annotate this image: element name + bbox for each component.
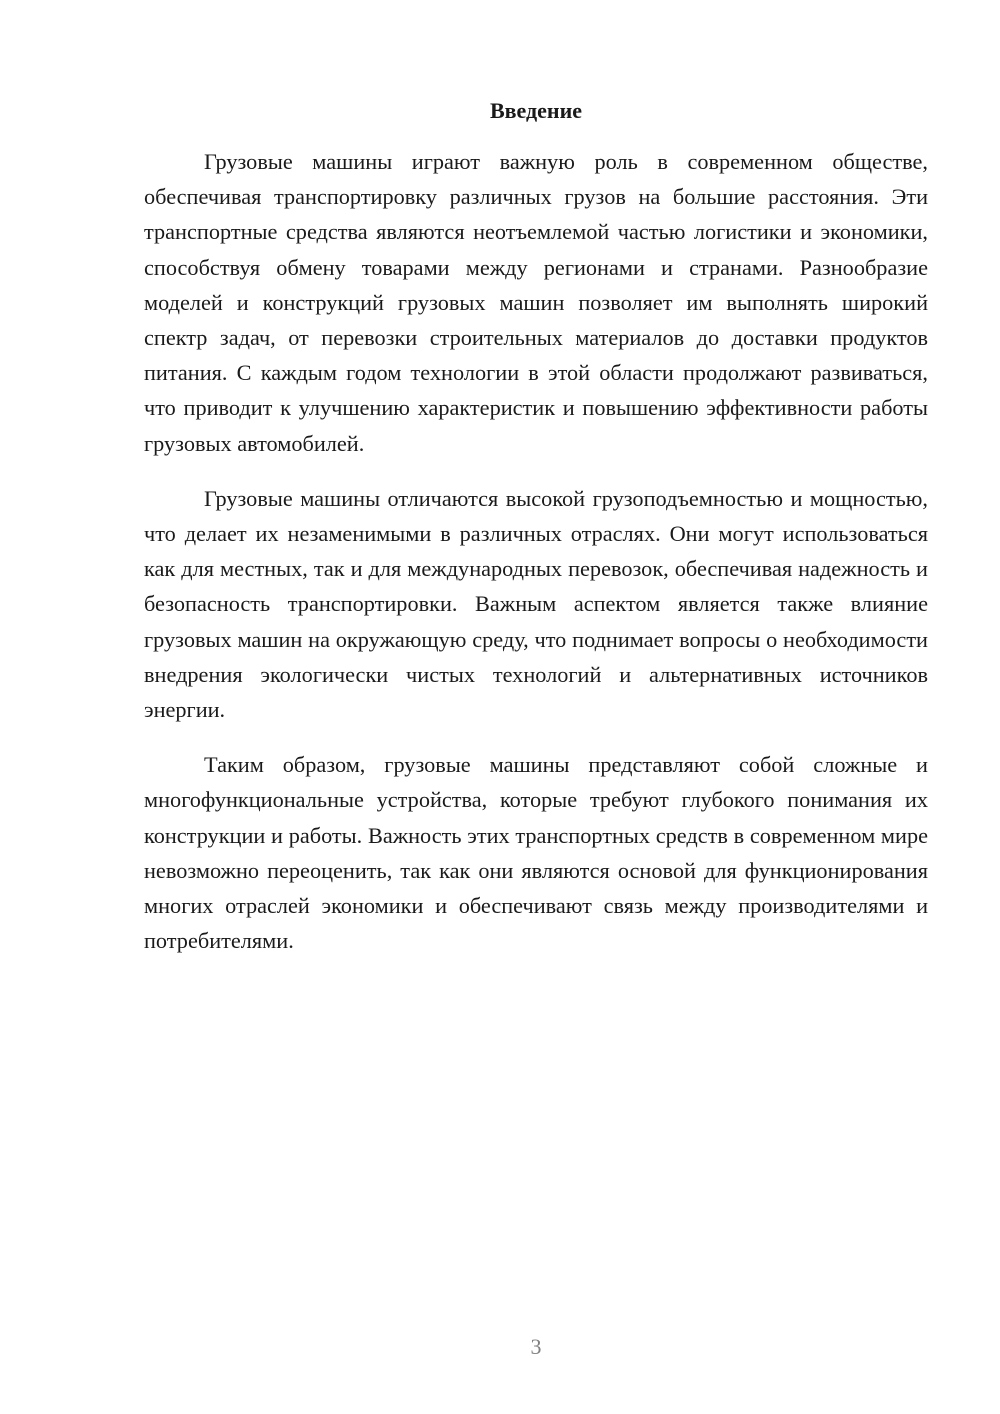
body-text xyxy=(144,144,928,978)
page-number: 3 xyxy=(530,1334,542,1359)
section-title: Введение xyxy=(489,98,583,123)
paragraph-3: Таким образом, грузовые машины представляют собой сложные и многофункциональные устройства, которые требуют глубокого понимания их конструкции и работы. Важность этих транспортных средств в современном мире невозможно переоценить, так как они являются основой для функционирования многих отраслей экономики и обеспечивают связь между производителями и потребителями. xyxy=(144,752,928,954)
paragraph-1: Грузовые машины играют важную роль в современном обществе, обеспечивая транспортировку различных грузов на большие расстояния. Эти транспортные средства являются неотъемлемой частью логистики и экономики, способствуя обмену товарами между регионами и странами. Разнообразие моделей и конструкций грузовых машин позволяет им выполнять широкий спектр задач, от перевозки строительных материалов до доставки продуктов питания. С каждым годом технологии в этой области продолжают развиваться, что приводит к улучшению характеристик и повышению эффективности работы грузовых автомобилей. xyxy=(144,149,928,456)
paragraph-2: Грузовые машины отличаются высокой грузоподъемностью и мощностью, что делает их незаменимыми в различных отраслях. Они могут использоваться как для местных, так и для международных перевозок, обеспечивая надежность и безопасность транспортировки. Важным аспектом является также влияние грузовых машин на окружающую среду, что поднимает вопросы о необходимости внедрения экологически чистых технологий и альтернативных источников энергии. xyxy=(144,485,928,723)
